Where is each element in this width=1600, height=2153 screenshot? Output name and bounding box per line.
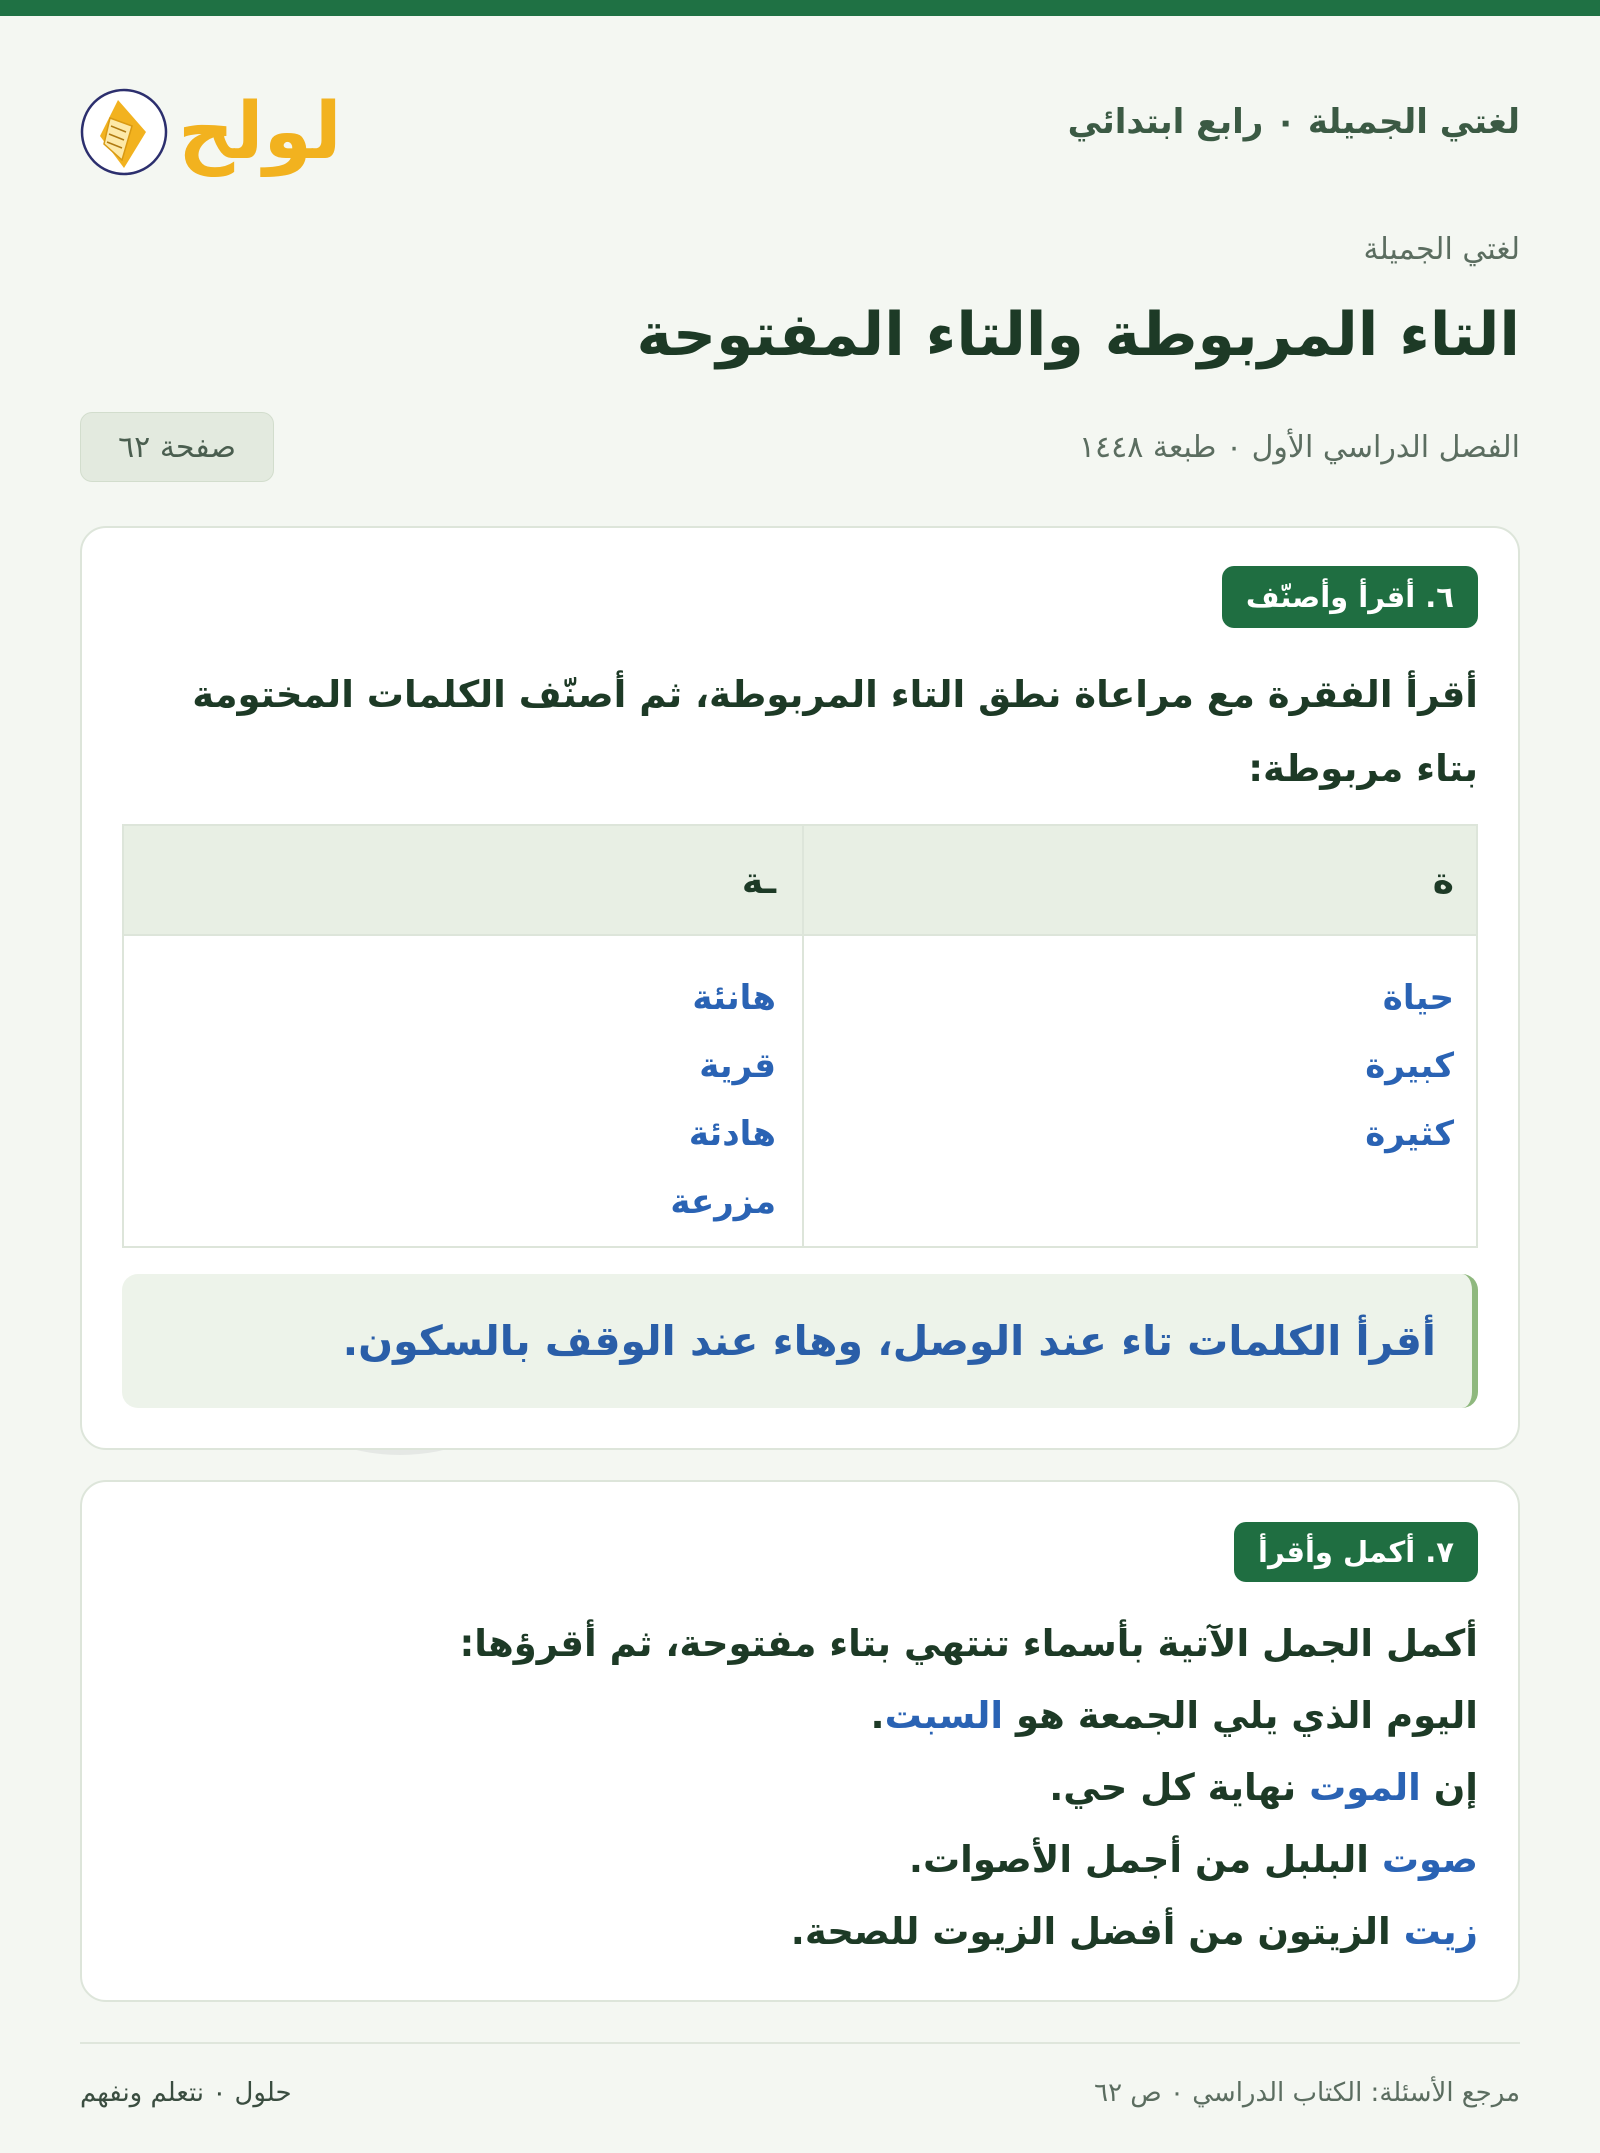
exercise-6-card — [80, 526, 1520, 1450]
classification-table — [122, 824, 1478, 1248]
sentence-4 — [122, 1896, 1478, 1968]
exercise-6-instruction: أقرأ الفقرة مع مراعاة نطق التاء المربوطة، ثم أصنّف الكلمات المختومة بتاء مربوطة: — [192, 673, 1478, 790]
sentence-answer: الموت — [1309, 1766, 1421, 1809]
page-number-badge: صفحة ٦٢ — [80, 412, 274, 482]
table-header-open-ta-marbuta: ة — [1432, 860, 1454, 902]
sentence-text: إن — [1420, 1766, 1478, 1809]
page-header — [80, 60, 1520, 200]
logo-wordmark: حلول — [178, 87, 342, 177]
top-accent-bar — [0, 0, 1600, 16]
sentence-answer: زيت — [1403, 1910, 1478, 1953]
pronunciation-note: أقرأ الكلمات تاء عند الوصل، وهاء عند الوقف بالسكون. — [122, 1274, 1478, 1408]
sentence-text: نهاية كل حي. — [1049, 1766, 1310, 1809]
hulul-logo[interactable] — [80, 60, 360, 200]
sentence-text: اليوم الذي يلي الجمعة هو — [1003, 1694, 1478, 1737]
table-header-row — [124, 826, 1476, 936]
table-column-divider — [802, 826, 804, 1246]
list-item: هانئة — [692, 978, 776, 1018]
sentence-2 — [122, 1752, 1478, 1824]
brand-title: لغتي الجميلة ٠ رابع ابتدائي — [1067, 102, 1520, 142]
exercise-6-tag: ٦. أقرأ وأصنّف — [1222, 566, 1478, 628]
exercise-7-instruction: أكمل الجمل الآتية بأسماء تنتهي بتاء مفتوحة، ثم أقرؤها: — [459, 1622, 1478, 1665]
exercise-7-body — [122, 1608, 1478, 1968]
page-title: التاء المربوطة والتاء المفتوحة — [636, 300, 1520, 370]
list-item: كبيرة — [1365, 1046, 1454, 1086]
exercise-7-tag: ٧. أكمل وأقرأ — [1234, 1522, 1478, 1582]
sentence-text: الزيتون من أفضل الزيوت للصحة. — [790, 1910, 1404, 1953]
footer-brand: حلول ٠ نتعلم ونفهم — [80, 2078, 292, 2108]
sentence-1 — [122, 1680, 1478, 1752]
sentence-3 — [122, 1824, 1478, 1896]
list-item: حياة — [1382, 978, 1454, 1018]
exercise-7-card — [80, 1480, 1520, 2002]
list-item: قرية — [699, 1046, 776, 1086]
semester-meta: الفصل الدراسي الأول ٠ طبعة ١٤٤٨ — [1078, 430, 1520, 465]
column-1-words — [1365, 964, 1454, 1168]
breadcrumb[interactable]: لغتي الجميلة — [1363, 232, 1520, 267]
footer-divider — [80, 2042, 1520, 2044]
sentence-text: . — [870, 1694, 885, 1737]
sentence-text: البلبل من أجمل الأصوات. — [908, 1838, 1382, 1881]
list-item: هادئة — [688, 1114, 776, 1154]
footer-reference: مرجع الأسئلة: الكتاب الدراسي ٠ ص ٦٢ — [1094, 2078, 1520, 2108]
column-2-words — [670, 964, 776, 1236]
sentence-answer: السبت — [884, 1694, 1004, 1737]
list-item: مزرعة — [670, 1182, 776, 1222]
hulul-logo-icon — [80, 60, 360, 200]
sentence-answer: صوت — [1381, 1838, 1478, 1881]
table-header-connected-ta-marbuta: ـة — [741, 860, 776, 902]
list-item: كثيرة — [1365, 1114, 1454, 1154]
